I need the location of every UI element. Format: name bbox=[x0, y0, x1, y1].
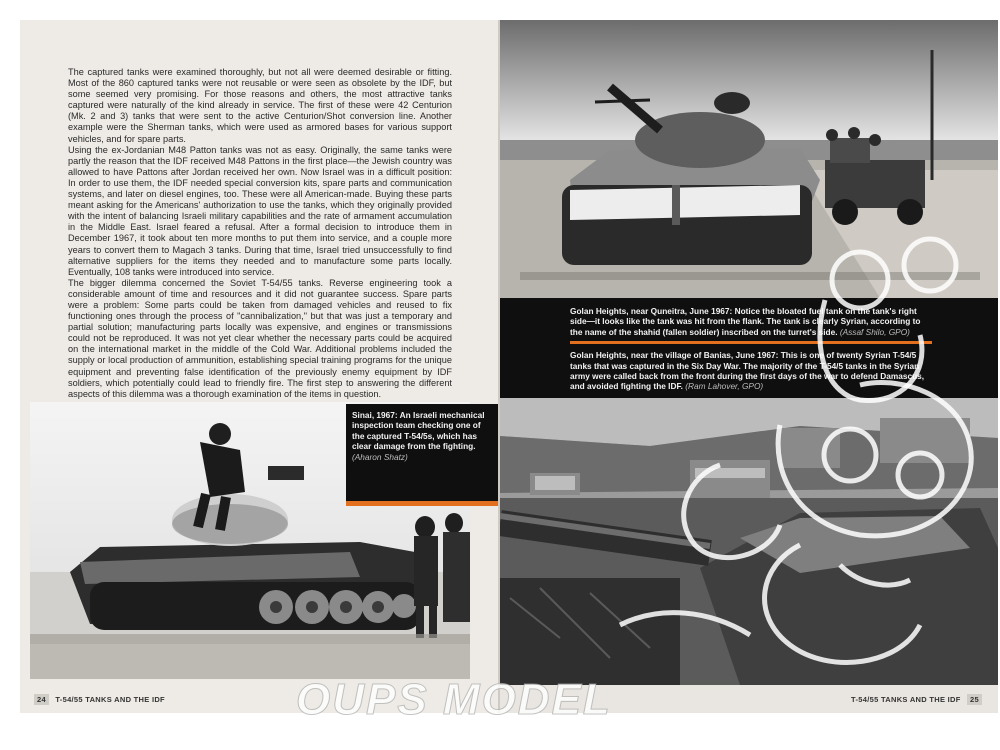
footer-left bbox=[30, 694, 165, 705]
caption-quneitra-text: Golan Heights, near Quneitra, June 1967: Notice the bloated fuel tank on the tank's right side—it looks like the tank was hit from the flank. The tank is clearly Syrian, according to the name of the shahid (fallen soldier) inscribed on the turret's side. bbox=[570, 306, 921, 337]
article-body bbox=[68, 67, 452, 400]
page-number-left: 24 bbox=[34, 694, 49, 705]
caption-sinai-text: Sinai, 1967: An Israeli mechanical inspection team checking one of the captured T-54/5s, which has clear damage from the fighting. bbox=[352, 410, 485, 452]
page-number-right: 25 bbox=[967, 694, 982, 705]
paragraph-1: The captured tanks were examined thoroughly, but not all were deemed desirable or fitting. Most of the 860 captured tanks were not reusable or were seen as obsolete by the IDF, but some seemed very promising. For those reasons and others, the most attractive tanks captured were naturally of the kind already in service. The first of these were 42 Centurion (Mk. 2 and 3) tanks that were sent to the active Centurion/Shot conversion line. Another example were the Sherman tanks, which were used as armored bases for various support vehicles, and for spare parts. bbox=[68, 67, 452, 144]
footer-left-title: T-54/55 TANKS AND THE IDF bbox=[55, 695, 165, 704]
paragraph-2: Using the ex-Jordanian M48 Patton tanks was not as easy. Originally, the same tanks were partly the reason that the IDF received M48 Pattons in the first place—the Jewish country was allowed to have Pattons after Jordan received her own. Now Israel was in a difficult position: In order to use them, the IDF needed special conversion kits, spare parts and communication systems, and later on diesel engines, too. These were all American-made. Buying these parts meant asking for the Americans' authorization to use the tanks, which they originally provided with the intent of balancing Israeli military capabilities and the rate of armament accumulation in the Middle East. Israel feared a refusal. After a formal decision to introduce them in December 1967, it took about ten more months to put them into service, and a couple more years to convert them to Magach 3 tanks. During that time, Israel tried unsuccessfully to find alternative suppliers for the items they needed and to manufacture some parts locally. Eventually, 108 tanks were introduced into service. bbox=[68, 144, 452, 277]
footer-right-title: T-54/55 TANKS AND THE IDF bbox=[851, 695, 961, 704]
left-page bbox=[20, 20, 498, 713]
caption-quneitra-credit: (Assaf Shilo, GPO) bbox=[839, 326, 910, 337]
paragraph-3: The bigger dilemma concerned the Soviet T-54/55 tanks. Reverse engineering took a considerable amount of time and resources and it did not guarantee success. Spare parts were a problem: Some parts could be taken from damaged vehicles and reused to fix functioning ones through the process of "cannibalization," but that was just a temporary and partial solution; manufacturing parts locally was expensive, and engines or transmissions could not be reproduced. It was not yet clear whether the necessary parts could be acquired on the international market in the middle of the Cold War. Additional problems included the supply or local production of ammunition, establishing special training programs for the unique equipment and preventing false identification of the previously enemy equipment by IDF soldiers, which potentially could lead to friendly fire. The first step to answering the different aspects of this dilemma was a thorough examination of the items in question. bbox=[68, 277, 452, 399]
caption-banias-text: Golan Heights, near the village of Banias, June 1967: This is one of twenty Syrian T-54/5 tanks that was captured in the Six Day War. The majority of the T-54/5 tanks in the Syrian army were called back from the front during the first days of the war to defend Damascus, and avoided fighting the IDF. bbox=[570, 350, 925, 392]
caption-banias-credit: (Ram Lahover, GPO) bbox=[685, 381, 764, 392]
caption-sinai bbox=[346, 404, 498, 506]
cartoon-mascot-watermark-icon bbox=[600, 225, 1000, 685]
footer-right bbox=[851, 694, 986, 705]
watermark-text: OUPS MODEL bbox=[296, 675, 612, 724]
caption-sinai-credit: (Aharon Shatz) bbox=[352, 451, 408, 462]
caption-accent-bar bbox=[346, 501, 498, 506]
